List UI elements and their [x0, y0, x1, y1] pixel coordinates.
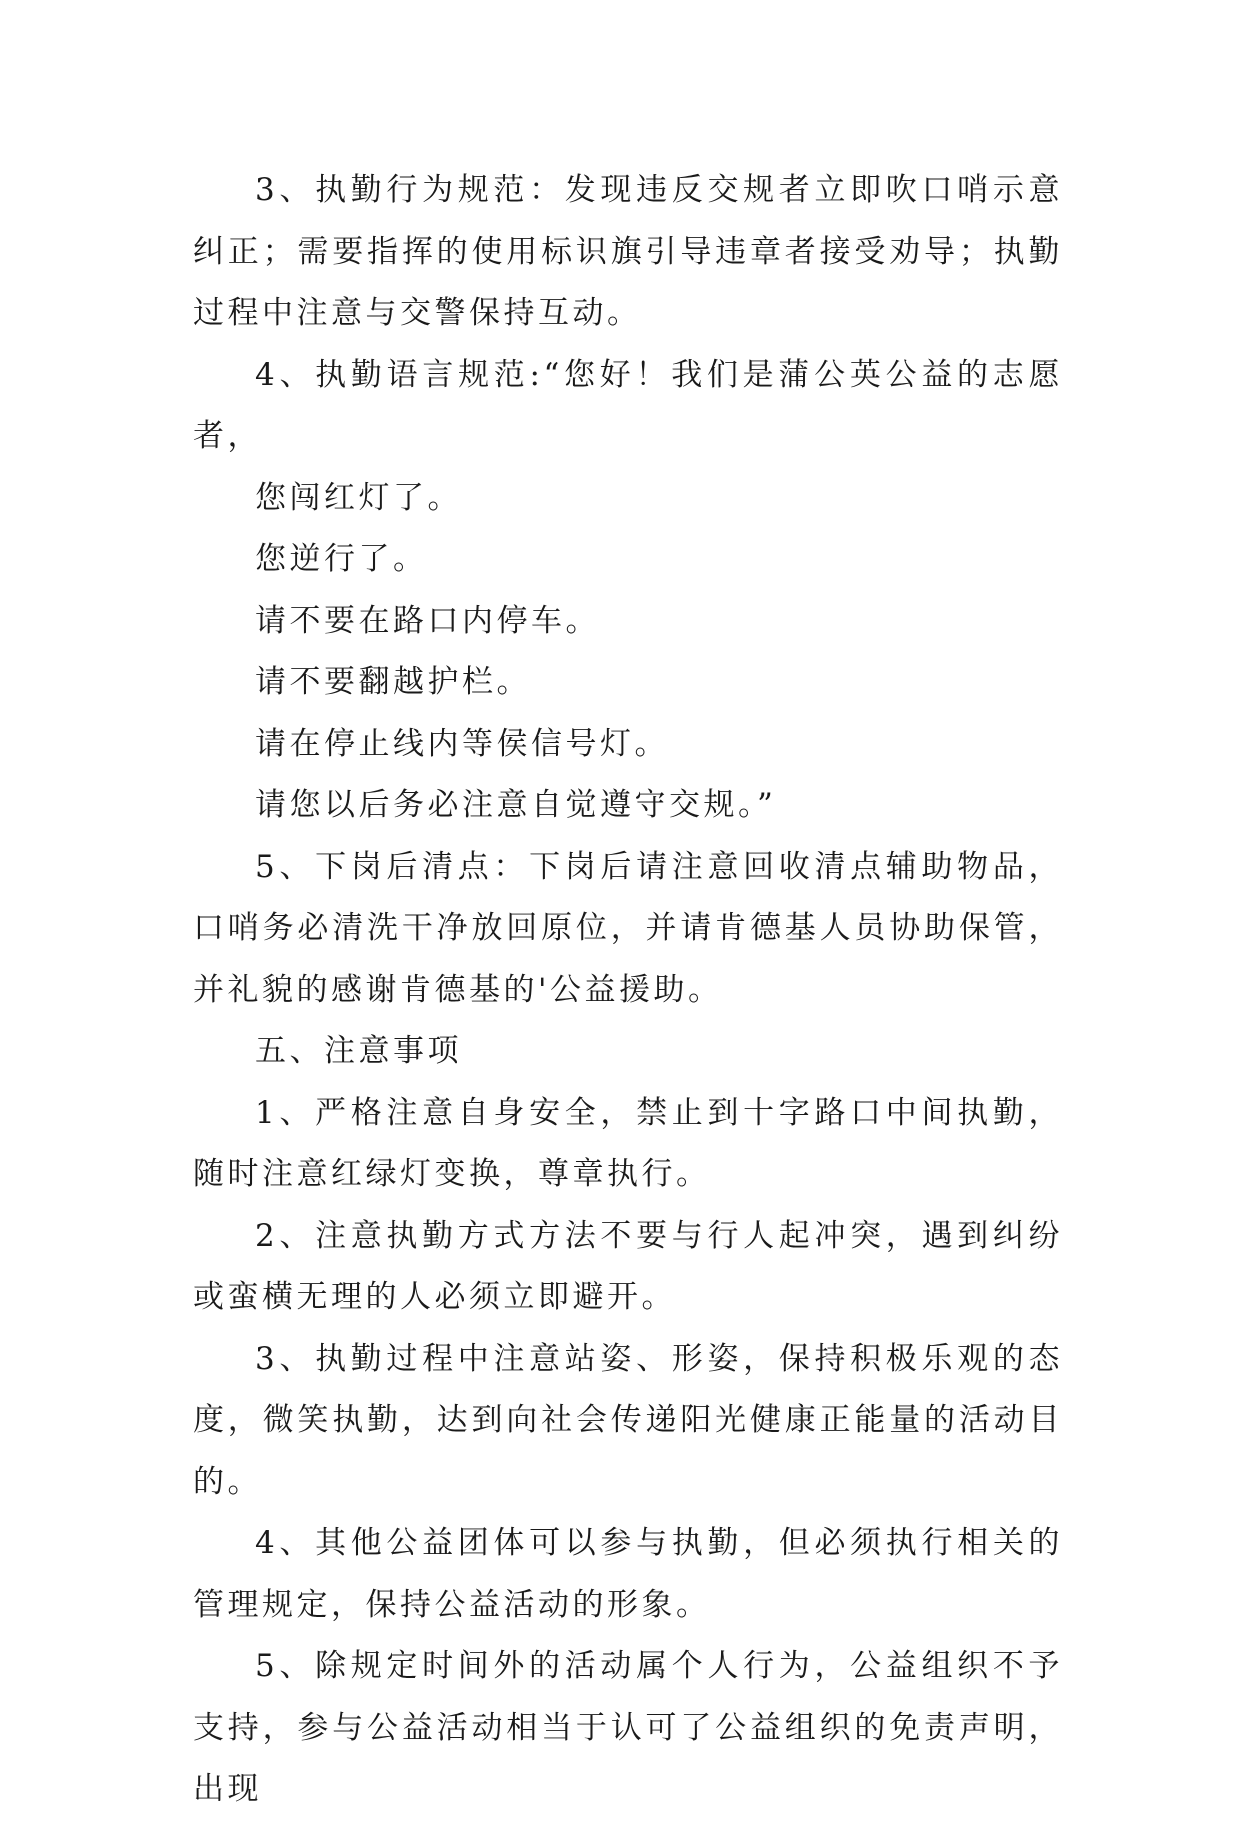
phrase-red-light: 您闯红灯了。 [255, 479, 462, 516]
paragraph-note-3: 3、执勤过程中注意站姿、形姿，保持积极乐观的态度，微笑执勤，达到向社会传递阳光健康正能量的活动目的。 [193, 1340, 1063, 1500]
document-body [193, 160, 1063, 1821]
paragraph-note-5: 5、除规定时间外的活动属个人行为，公益组织不予支持，参与公益活动相当于认可了公益组织的免责声明，出现 [193, 1648, 1063, 1807]
paragraph-note-4: 4、其他公益团体可以参与执勤，但必须执行相关的管理规定，保持公益活动的形象。 [193, 1525, 1063, 1623]
paragraph-note-2: 2、注意执勤方式方法不要与行人起冲突，遇到纠纷或蛮横无理的人必须立即避开。 [193, 1217, 1063, 1315]
phrase-wrong-way: 您逆行了。 [255, 541, 428, 577]
paragraph-note-1: 1、严格注意自身安全，禁止到十字路口中间执勤，随时注意红绿灯变换，尊章执行。 [193, 1094, 1063, 1192]
phrase-no-railing: 请不要翻越护栏。 [255, 664, 531, 700]
paragraph-check-after-duty: 5、下岗后清点：下岗后请注意回收清点辅助物品，口哨务必清洗干净放回原位，并请肯德基人员协助保管，并礼貌的感谢肯德基的'公益援助。 [193, 848, 1063, 1008]
paragraph-conduct-norms: 3、执勤行为规范：发现违反交规者立即吹口哨示意纠正；需要指挥的使用标识旗引导违章者接受劝导；执勤过程中注意与交警保持互动。 [193, 172, 1063, 331]
section-heading-notes: 五、注意事项 [255, 1033, 462, 1069]
phrase-no-parking: 请不要在路口内停车。 [255, 602, 600, 639]
phrase-wait-signal: 请在停止线内等侯信号灯。 [255, 725, 669, 762]
paragraph-language-norms: 4、执勤语言规范:“您好！我们是蒲公英公益的志愿者， [193, 356, 1063, 454]
phrase-obey-rules: 请您以后务必注意自觉遵守交规。” [255, 787, 777, 823]
